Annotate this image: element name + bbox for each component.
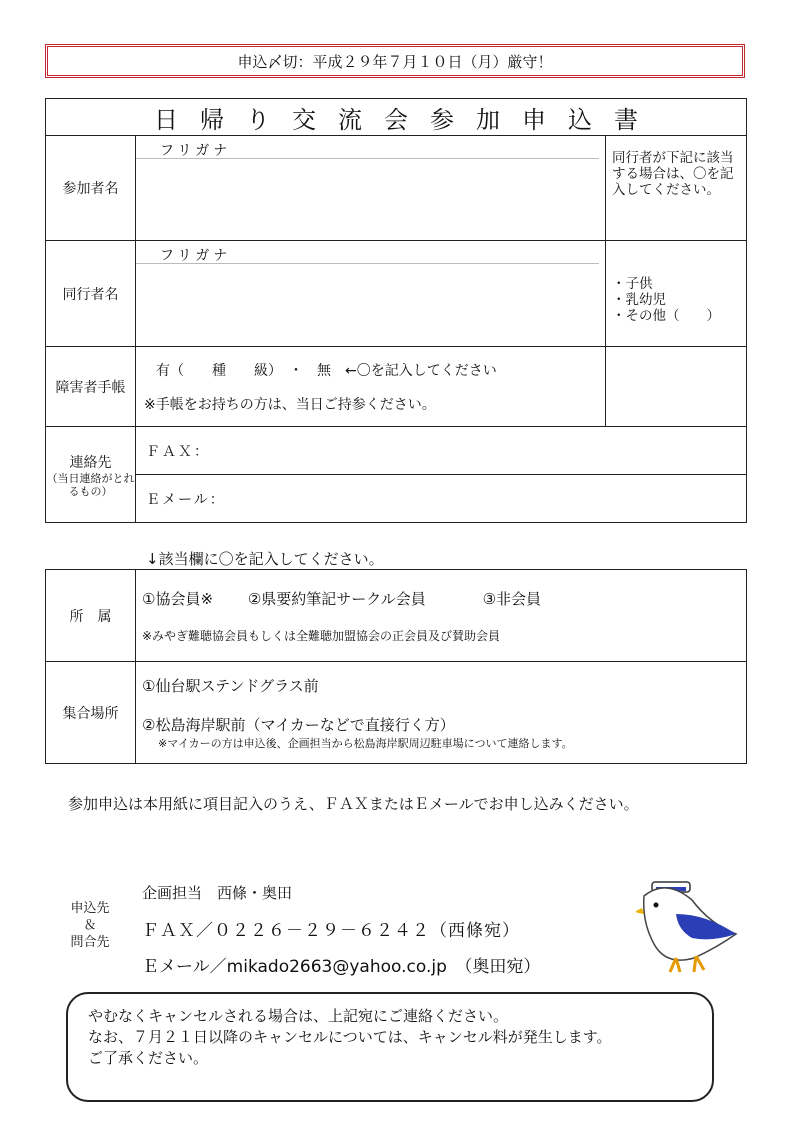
disability-label: 障害者手帳 — [46, 347, 136, 427]
companion-furigana: フリガナ — [136, 241, 599, 264]
fax-field[interactable]: ＦＡＸ： — [136, 427, 747, 475]
companion-side-note: 同行者が下記に該当する場合は、〇を記入してください。 — [606, 136, 747, 241]
companion-options — [606, 241, 747, 347]
selection-caption: ↓該当欄に〇を記入してください。 — [146, 550, 384, 568]
companion-option[interactable]: ・その他（ ） — [612, 307, 720, 324]
companion-option[interactable]: ・乳幼児 — [612, 291, 666, 308]
companion-label: 同行者名 — [46, 241, 136, 347]
companion-option[interactable]: ・子供 — [612, 275, 653, 292]
contact-email[interactable]: Ｅメール／mikado2663@yahoo.co.jp （奥田宛） — [142, 957, 541, 977]
disability-note: ※手帳をお持ちの方は、当日ご持参ください。 — [144, 396, 436, 413]
contact-fax: ＦＡＸ／０２２６－２９－６２４２（西條宛） — [142, 921, 520, 941]
email-field[interactable]: Ｅメール： — [136, 475, 747, 523]
participant-name-field[interactable] — [136, 136, 606, 241]
contact-info-sublabel: （当日連絡がとれるもの） — [46, 471, 135, 498]
affiliation-option-circle[interactable]: ②県要約筆記サークル会員 — [247, 589, 426, 608]
affiliation-note: ※みやぎ難聴協会員もしくは全難聴加盟協会の正会員及び賛助会員 — [142, 628, 501, 643]
cancel-notice-line: なお、７月２１日以降のキャンセルについては、キャンセル料が発生します。 — [88, 1028, 612, 1046]
contact-staff: 企画担当 西條・奥田 — [142, 884, 293, 902]
meeting-note: ※マイカーの方は申込後、企画担当から松島海岸駅周辺駐車場について連絡します。 — [158, 736, 573, 750]
meeting-option-matsushima[interactable]: ②松島海岸駅前（マイカーなどで直接行く方） — [142, 715, 455, 734]
contact-info-title: 連絡先 — [69, 454, 112, 471]
cancel-notice-line: ご了承ください。 — [88, 1049, 209, 1067]
companion-name-field[interactable] — [136, 241, 606, 347]
meeting-place-field — [136, 662, 747, 764]
affiliation-label: 所 属 — [46, 570, 136, 662]
contact-label-line: ＆ — [83, 918, 97, 933]
affiliation-option-member[interactable]: ①協会員※ — [142, 589, 214, 608]
form-title: 日帰り交流会参加申込書 — [46, 99, 747, 136]
participant-furigana: フリガナ — [136, 136, 599, 159]
disability-side-blank — [606, 347, 747, 427]
affiliation-option-nonmember[interactable]: ③非会員 — [482, 589, 542, 608]
bird-mascot-icon — [636, 874, 746, 976]
application-form-table — [45, 98, 747, 523]
meeting-option-sendai[interactable]: ①仙台駅ステンドグラス前 — [142, 676, 319, 695]
contact-label — [60, 900, 120, 951]
disability-field[interactable] — [136, 347, 606, 427]
deadline-banner: 申込〆切：平成２９年７月１０日（月）厳守！ — [45, 44, 745, 78]
meeting-place-label: 集合場所 — [46, 662, 136, 764]
contact-label-line: 申込先 — [70, 901, 110, 916]
affiliation-field — [136, 570, 747, 662]
contact-label-line: 問合先 — [70, 935, 110, 950]
contact-info-label — [46, 427, 136, 523]
cancel-notice-line: やむなくキャンセルされる場合は、上記宛にご連絡ください。 — [88, 1007, 509, 1025]
cancel-notice-box — [66, 992, 714, 1102]
disability-choice[interactable]: 有（ 種 級） ・ 無 ←〇を記入してください — [156, 362, 497, 379]
selection-table — [45, 569, 747, 764]
participant-label: 参加者名 — [46, 136, 136, 241]
apply-instruction: 参加申込は本用紙に項目記入のうえ、ＦＡＸまたはＥメールでお申し込みください。 — [68, 795, 639, 813]
